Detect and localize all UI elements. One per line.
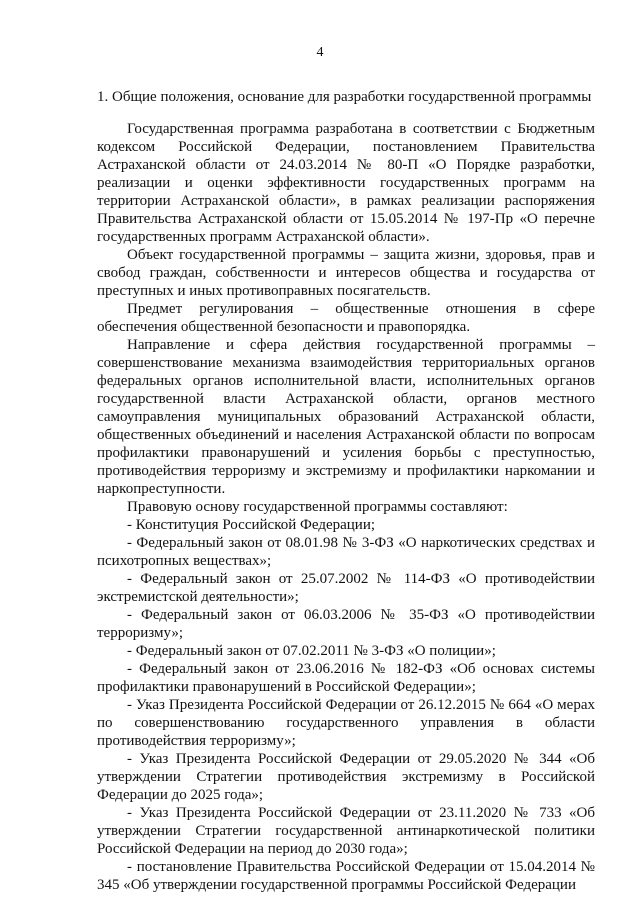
list-item: - Федеральный закон от 07.02.2011 № 3-ФЗ «О полиции»; [127,643,496,659]
list-item: - Федеральный закон от 06.03.2006 № 35-ФЗ «О противодействии терроризму»; [97,607,595,641]
section-heading: 1. Общие положения, основание для разработки государственной программы [97,89,592,105]
list-item: - Указ Президента Российской Федерации от 26.12.2015 № 664 «О мерах по совершенствованию государственного управления в области противодействия терроризму»; [97,697,595,749]
paragraph: Направление и сфера действия государственной программы – совершенствование механизма взаимодействия территориальных органов федеральных органов исполнительной власти, исполнительных органов государственной власти Астраханской области, органов местного самоуправления муниципальных образований Астраханской области, общественных объединений и населения Астраханской области по вопросам профилактики правонарушений и усиления борьбы с преступностью, противодействия терроризму и экстремизму и профилактики наркомании и наркопреступности. [97,337,595,497]
paragraph: Предмет регулирования – общественные отношения в сфере обеспечения общественной безопасности и правопорядка. [97,301,595,335]
document-body [97,120,595,894]
list-item: - постановление Правительства Российской Федерации от 15.04.2014 № 345 «Об утверждении государственной программы Российской Федерации [97,859,595,893]
list-item: - Конституция Российской Федерации; [127,517,376,533]
page-number: 4 [316,45,324,60]
list-item: - Федеральный закон от 08.01.98 № 3-ФЗ «О наркотических средствах и психотропных веществах»; [97,535,595,569]
paragraph: Правовую основу государственной программы составляют: [127,499,508,515]
paragraph: Объект государственной программы – защита жизни, здоровья, прав и свобод граждан, собственности и интересов общества и государства от преступных и иных противоправных посягательств. [97,247,595,299]
list-item: - Федеральный закон от 23.06.2016 № 182-ФЗ «Об основах системы профилактики правонарушений в Российской Федерации»; [97,661,595,695]
list-item: - Указ Президента Российской Федерации от 29.05.2020 № 344 «Об утверждении Стратегии противодействия экстремизму в Российской Федерации до 2025 года»; [97,751,595,803]
paragraph: Государственная программа разработана в соответствии с Бюджетным кодексом Российской Федерации, постановлением Правительства Астраханской области от 24.03.2014 № 80-П «О Порядке разработки, реализации и оценки эффективности государственных программ на территории Астраханской области», в рамках реализации распоряжения Правительства Астраханской области от 15.05.2014 № 197-Пр «О перечне государственных программ Астраханской области». [97,121,595,245]
list-item: - Федеральный закон от 25.07.2002 № 114-ФЗ «О противодействии экстремистской деятельности»; [97,571,595,605]
list-item: - Указ Президента Российской Федерации от 23.11.2020 № 733 «Об утверждении Стратегии государственной антинаркотической политики Российской Федерации на период до 2030 года»; [97,805,595,857]
